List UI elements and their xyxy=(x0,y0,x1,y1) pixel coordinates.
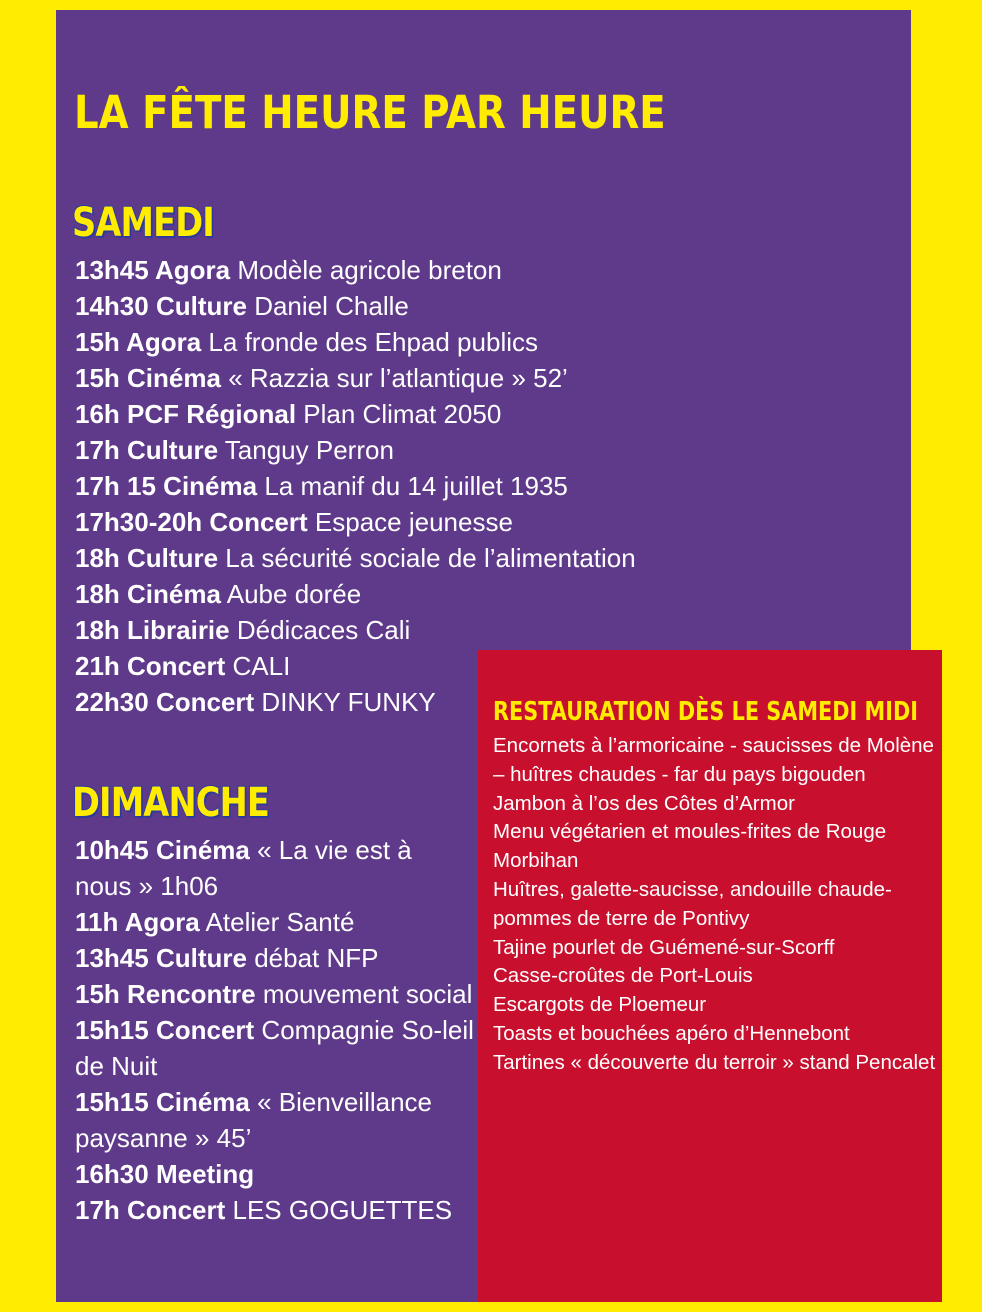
schedule-time: 22h30 Concert xyxy=(75,687,255,717)
saturday-heading: SAMEDI xyxy=(72,200,214,246)
schedule-desc: débat NFP xyxy=(254,943,379,973)
schedule-desc: Plan Climat 2050 xyxy=(303,399,502,429)
menu-item: Encornets à l’armoricaine - saucisses de Molène – huîtres chaudes - far du pays bigouden xyxy=(493,734,934,786)
schedule-desc: Modèle agricole breton xyxy=(237,255,502,285)
schedule-desc: DINKY FUNKY xyxy=(261,687,436,717)
menu-item: Toasts et bouchées apéro d’Hennebont xyxy=(493,1021,850,1045)
schedule-time: 18h Librairie xyxy=(75,615,230,645)
schedule-item xyxy=(75,540,715,576)
schedule-time: 15h Cinéma xyxy=(75,363,221,393)
schedule-time: 16h30 Meeting xyxy=(75,1159,255,1189)
schedule-time: 17h 15 Cinéma xyxy=(75,471,258,501)
schedule-desc: mouvement social xyxy=(262,979,473,1009)
schedule-time: 15h15 Cinéma xyxy=(75,1087,250,1117)
schedule-time: 11h Agora xyxy=(75,907,200,937)
schedule-desc: « Razzia sur l’atlantique » 52’ xyxy=(228,363,568,393)
restauration-heading: RESTAURATION DÈS LE SAMEDI MIDI xyxy=(493,697,918,727)
schedule-time: 10h45 Cinéma xyxy=(75,835,250,865)
schedule-desc: Compagnie So-leil de Nuit xyxy=(75,1015,474,1081)
schedule-item xyxy=(75,324,715,360)
schedule-time: 15h15 Concert xyxy=(75,1015,255,1045)
schedule-item xyxy=(75,432,715,468)
schedule-time: 18h Cinéma xyxy=(75,579,221,609)
schedule-desc: La manif du 14 juillet 1935 xyxy=(264,471,568,501)
schedule-item xyxy=(75,252,715,288)
schedule-time: 15h Agora xyxy=(75,327,202,357)
schedule-time: 17h Concert xyxy=(75,1195,226,1225)
schedule-item xyxy=(75,468,715,504)
schedule-item xyxy=(75,504,715,540)
schedule-item xyxy=(75,612,715,648)
schedule-time: 13h45 Agora xyxy=(75,255,231,285)
sunday-heading: DIMANCHE xyxy=(72,780,269,826)
schedule-time: 15h Rencontre xyxy=(75,979,256,1009)
restauration-list xyxy=(493,732,943,1078)
schedule-desc: CALI xyxy=(232,651,291,681)
menu-item: Huîtres, galette-saucisse, andouille chaude-pommes de terre de Pontivy xyxy=(493,877,892,930)
schedule-item xyxy=(75,360,715,396)
schedule-item xyxy=(75,1012,475,1084)
menu-item: Tajine pourlet de Guémené-sur-Scorff xyxy=(493,935,835,959)
schedule-item xyxy=(75,576,715,612)
schedule-desc: « Bienveillance paysanne » 45’ xyxy=(75,1087,432,1153)
schedule-desc: Aube dorée xyxy=(226,579,362,609)
schedule-time: 21h Concert xyxy=(75,651,226,681)
schedule-time: 17h30-20h Concert xyxy=(75,507,308,537)
schedule-item xyxy=(75,832,475,904)
schedule-item xyxy=(75,904,475,940)
schedule-desc: Daniel Challe xyxy=(254,291,409,321)
page-title: LA FÊTE HEURE PAR HEURE xyxy=(74,86,666,139)
schedule-desc: La fronde des Ehpad publics xyxy=(208,327,538,357)
schedule-time: 14h30 Culture xyxy=(75,291,247,321)
schedule-desc: La sécurité sociale de l’alimentation xyxy=(225,543,636,573)
menu-item: Casse-croûtes de Port-Louis xyxy=(493,964,753,988)
schedule-desc: Tanguy Perron xyxy=(224,435,394,465)
menu-item: Jambon à l’os des Côtes d’Armor xyxy=(493,791,795,815)
schedule-item xyxy=(75,1156,475,1192)
schedule-time: 13h45 Culture xyxy=(75,943,247,973)
schedule-desc: LES GOGUETTES xyxy=(232,1195,453,1225)
schedule-item xyxy=(75,396,715,432)
menu-item: Menu végétarien et moules-frites de Rouge Morbihan xyxy=(493,820,887,873)
schedule-time: 16h PCF Régional xyxy=(75,399,297,429)
schedule-desc: « La vie est à nous » 1h06 xyxy=(75,835,412,901)
schedule-desc: Atelier Santé xyxy=(205,907,355,937)
sunday-schedule xyxy=(75,832,475,1228)
menu-item: Tartines « découverte du terroir » stand Pencalet xyxy=(493,1050,936,1074)
schedule-time: 18h Culture xyxy=(75,543,219,573)
schedule-item xyxy=(75,288,715,324)
schedule-item xyxy=(75,940,475,976)
schedule-item xyxy=(75,1084,475,1156)
schedule-desc: Dédicaces Cali xyxy=(236,615,411,645)
schedule-item xyxy=(75,1192,475,1228)
schedule-time: 17h Culture xyxy=(75,435,219,465)
schedule-desc: Espace jeunesse xyxy=(314,507,513,537)
schedule-item xyxy=(75,976,475,1012)
menu-item: Escargots de Ploemeur xyxy=(493,993,707,1017)
